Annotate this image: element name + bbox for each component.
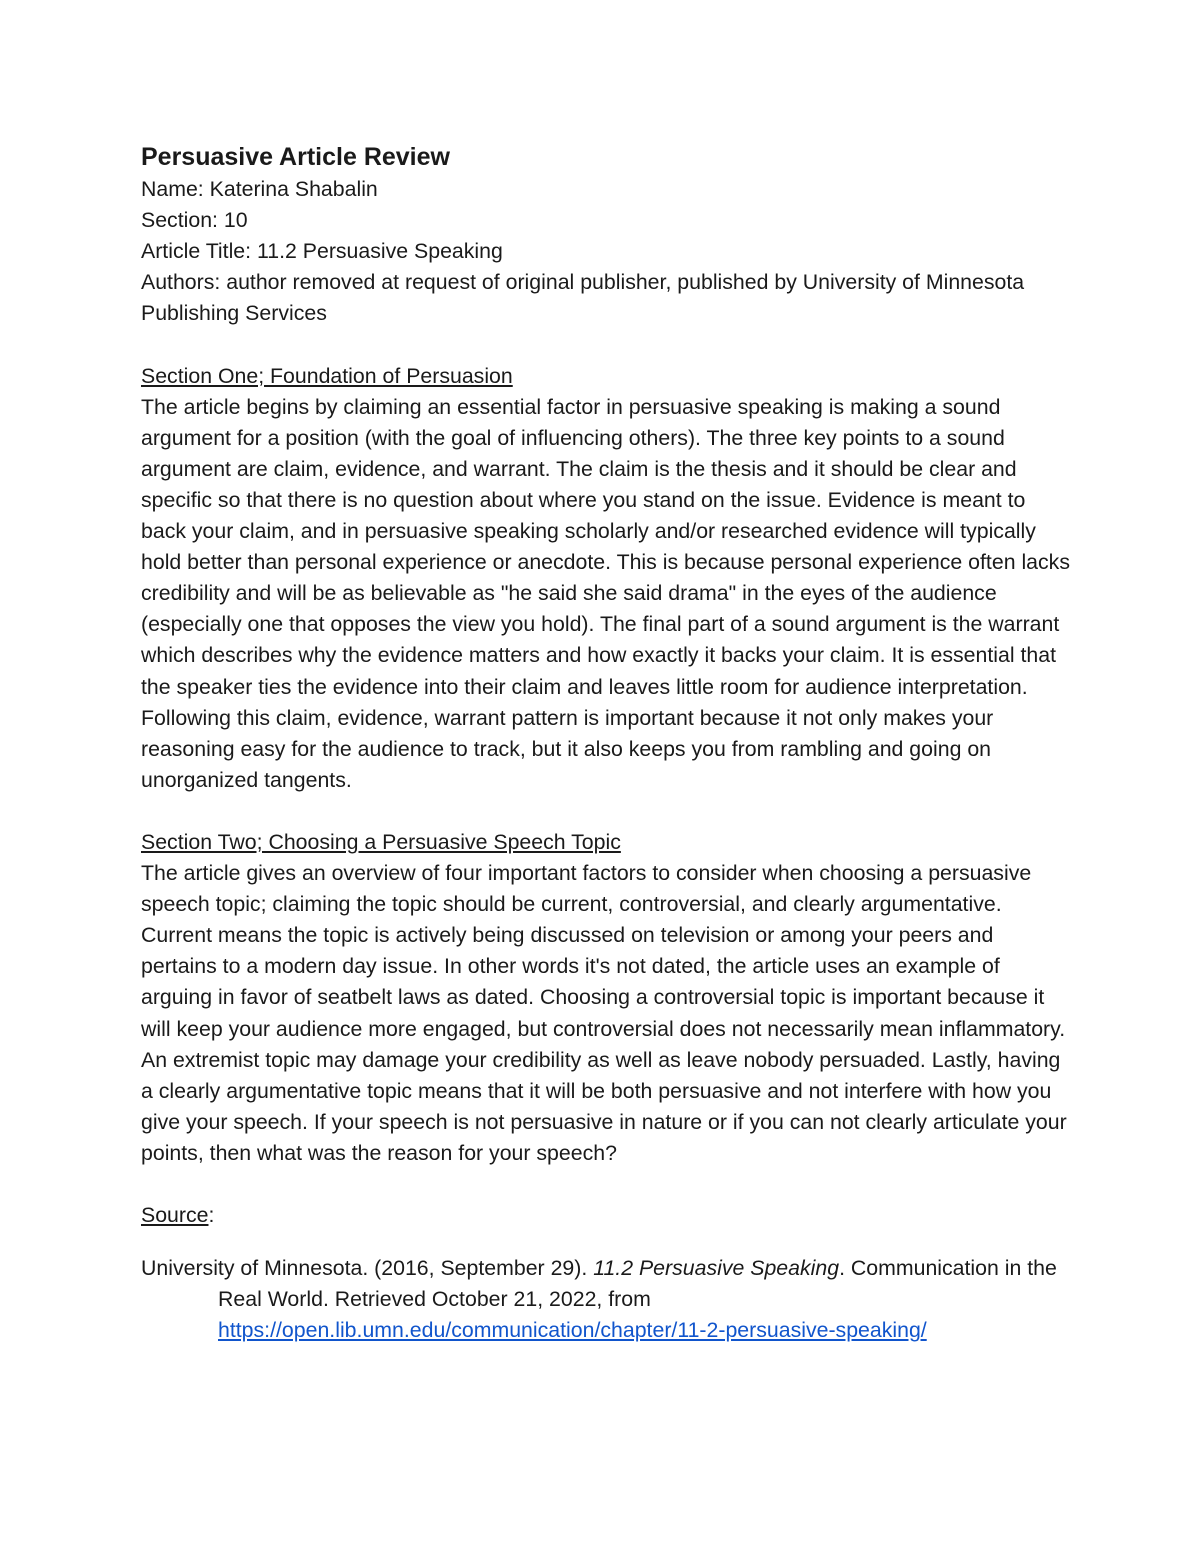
section-one-heading: Section One; Foundation of Persuasion	[141, 363, 513, 388]
spacer	[141, 796, 1071, 827]
citation	[141, 1253, 1071, 1346]
citation-link[interactable]: https://open.lib.umn.edu/communication/chapter/11-2-persuasive-speaking/	[218, 1318, 927, 1343]
authors-line: Authors: author removed at request of original publisher, published by University of Minnesota Publishing Services	[141, 270, 1025, 326]
citation-middle: . Communication in the Real World. Retrieved October 21, 2022, from	[218, 1256, 1057, 1312]
document-title: Persuasive Article Review	[141, 143, 450, 171]
document-page	[141, 140, 1071, 1346]
source-label	[141, 1200, 1071, 1231]
article-title-line: Article Title: 11.2 Persuasive Speaking	[141, 239, 503, 264]
name-line: Name: Katerina Shabalin	[141, 177, 378, 201]
section-two-body: The article gives an overview of four important factors to consider when choosing a persuasive speech topic; claiming the topic should be current, controversial, and clearly argumentative. Current means the topic is actively being discussed on television or among your peers and pertains to a modern day issue. In other words it's not dated, the article uses an example of arguing in favor of seatbelt laws as dated. Choosing a controversial topic is important because it will keep your audience more engaged, but controversial does not necessarily mean inflammatory. An extremist topic may damage your credibility as well as leave nobody persuaded. Lastly, having a clearly argumentative topic means that it will be both persuasive and not interfere with how you give your speech. If your speech is not persuasive in nature or if you can not clearly articulate your points, then what was the reason for your speech?	[141, 861, 1067, 1165]
section-two-heading: Section Two; Choosing a Persuasive Speech Topic	[141, 829, 621, 854]
source-label-text: Source	[141, 1203, 209, 1228]
citation-prefix: University of Minnesota. (2016, September 29).	[141, 1256, 594, 1281]
source-label-colon: :	[208, 1203, 215, 1228]
citation-title: 11.2 Persuasive Speaking	[593, 1256, 840, 1281]
spacer	[141, 1169, 1071, 1200]
section-one-body: The article begins by claiming an essential factor in persuasive speaking is making a sound argument for a position (with the goal of influencing others). The three key points to a sound argument are claim, evidence, and warrant. The claim is the thesis and it should be clear and specific so that there is no question about where you stand on the issue. Evidence is meant to back your claim, and in persuasive speaking scholarly and/or researched evidence will typically hold better than personal experience or anecdote. This is because personal experience often lacks credibility and will be as believable as "he said she said drama" in the eyes of the audience (especially one that opposes the view you hold). The final part of a sound argument is the warrant which describes why the evidence matters and how exactly it backs your claim. It is essential that the speaker ties the evidence into their claim and leaves little room for audience interpretation. Following this claim, evidence, warrant pattern is important because it not only makes your reasoning easy for the audience to track, but it also keeps you from rambling and going on unorganized tangents.	[141, 394, 1070, 792]
spacer	[141, 329, 1071, 360]
section-line: Section: 10	[141, 208, 248, 233]
spacer	[141, 1231, 1071, 1253]
